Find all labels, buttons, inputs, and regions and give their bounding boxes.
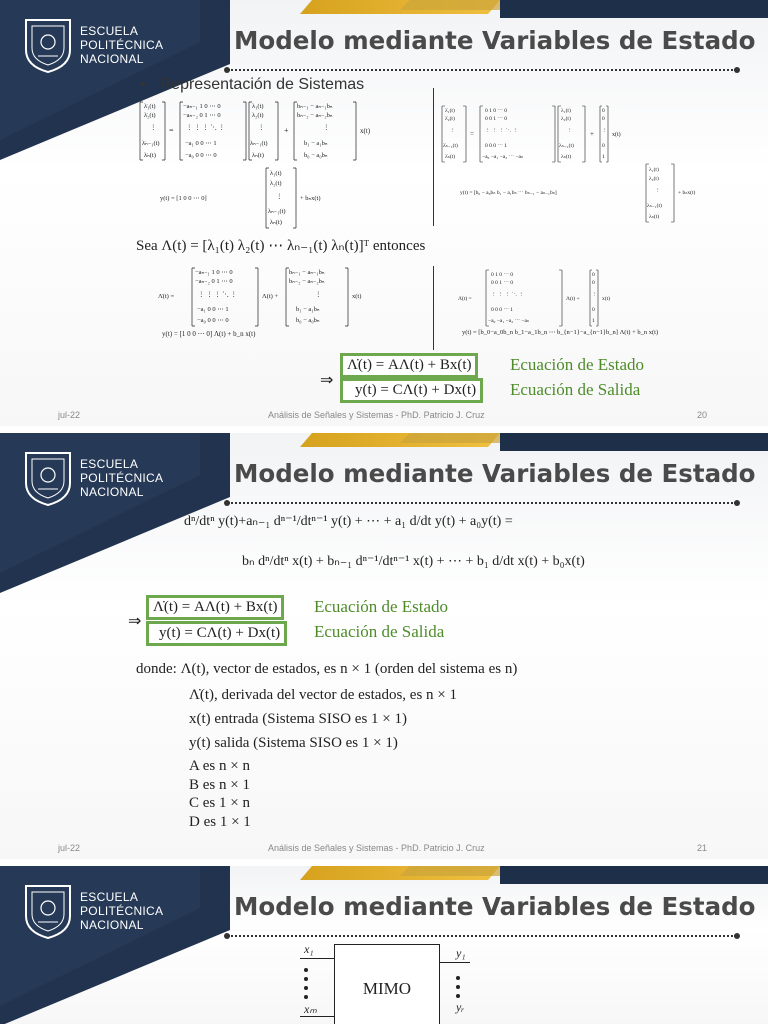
svg-text:⋮ ⋮ ⋮ ⋱ ⋮: ⋮ ⋮ ⋮ ⋱ ⋮ [491, 292, 524, 298]
svg-text:λ̇₁(t): λ̇₁(t) [445, 108, 455, 114]
definition-line: D es 1 × 1 [189, 814, 251, 830]
svg-text:λₙ(t): λₙ(t) [649, 214, 660, 220]
slide-20 [0, 0, 768, 426]
svg-text:b₀ − a₀bₙ: b₀ − a₀bₙ [296, 317, 320, 324]
svg-text:λ₂(t): λ₂(t) [649, 176, 659, 182]
footer-page-number: 20 [697, 410, 708, 420]
svg-text:λ̇₁(t): λ̇₁(t) [144, 103, 156, 110]
bullet-text: Representación de Sistemas [159, 76, 365, 93]
svg-text:Λ(t) +: Λ(t) + [566, 296, 580, 302]
svg-text:⋮: ⋮ [276, 193, 283, 200]
university-seal-logo [22, 16, 74, 74]
decor-navy-bar [500, 433, 768, 451]
matrix-equation-graphic [458, 268, 658, 328]
svg-text:0 0 1 ⋯ 0: 0 0 1 ⋯ 0 [491, 280, 513, 286]
svg-text:−aₙ₋₂ 0 1 ⋯ 0: −aₙ₋₂ 0 1 ⋯ 0 [183, 112, 221, 119]
output-equation-box: y(t) = CΛ(t) + Dx(t) [340, 378, 483, 403]
brand-line: POLITÉCNICA [80, 471, 164, 485]
svg-text:0 0 0 ⋯ 1: 0 0 0 ⋯ 1 [491, 307, 513, 313]
definition-line: y(t) salida (Sistema SISO es 1 × 1) [189, 735, 398, 751]
svg-text:λₙ₋₁(t): λₙ₋₁(t) [647, 203, 662, 209]
svg-text:−aₙ₋₁ 1 0 ⋯ 0: −aₙ₋₁ 1 0 ⋯ 0 [183, 103, 221, 110]
input-label-bottom: xₘ [304, 1002, 317, 1016]
mimo-label: MIMO [362, 979, 412, 998]
definition-line: donde: Λ(t), vector de estados, es n × 1 (orden del sistema es n) [136, 661, 518, 677]
matrix-equation-graphic [440, 104, 640, 164]
equation-left-top [138, 100, 430, 164]
svg-text:λ̇ₙ₋₁(t): λ̇ₙ₋₁(t) [443, 143, 458, 149]
definition-line: B es n × 1 [189, 777, 250, 793]
svg-text:bₙ₋₁ − aₙ₋₁bₙ: bₙ₋₁ − aₙ₋₁bₙ [297, 103, 333, 110]
equation-right-bottom [458, 268, 658, 333]
svg-text:0: 0 [592, 307, 595, 313]
svg-text:−a₀ −a₁ −a₂ ⋯ −aₙ: −a₀ −a₁ −a₂ ⋯ −aₙ [488, 318, 530, 324]
svg-text:−a₀ −a₁ −a₂ ⋯ −aₙ: −a₀ −a₁ −a₂ ⋯ −aₙ [482, 154, 524, 160]
svg-text:x(t): x(t) [612, 132, 621, 138]
svg-text:0: 0 [592, 280, 595, 286]
brand-line: ESCUELA [80, 24, 139, 38]
output-label-top: y₁ [456, 946, 466, 960]
footer-date: jul-22 [58, 843, 81, 853]
state-equation-label: Ecuación de Estado [314, 597, 449, 616]
brand-line: NACIONAL [80, 52, 144, 66]
equation-right-bottom-output: y(t) = [b_0−a_0b_n b_1−a_1b_n ⋯ b_{n−1}−a_{n−1}b_n] Λ(t) + b_n x(t) [462, 329, 659, 336]
svg-text:−a₀ 0 0 ⋯ 0: −a₀ 0 0 ⋯ 0 [197, 317, 229, 324]
svg-text:+ bₙx(t): + bₙx(t) [678, 190, 696, 196]
svg-text:y(t) = [1 0 0 ⋯ 0]: y(t) = [1 0 0 ⋯ 0] [160, 195, 207, 202]
output-equation-label: Ecuación de Salida [510, 380, 641, 399]
input-ellipsis [304, 968, 308, 1004]
svg-text:0 0 0 ⋯ 1: 0 0 0 ⋯ 1 [485, 143, 507, 149]
output-ellipsis [456, 976, 460, 1003]
svg-text:−a₀ 0 0 ⋯ 0: −a₀ 0 0 ⋯ 0 [185, 152, 217, 159]
svg-text:−aₙ₋₂ 0 1 ⋯ 0: −aₙ₋₂ 0 1 ⋯ 0 [195, 278, 233, 285]
svg-text:⋮: ⋮ [258, 124, 265, 131]
svg-text:1: 1 [592, 318, 595, 324]
ode-line-1: dⁿ/dtⁿ y(t)+aₙ₋₁ dⁿ⁻¹/dtⁿ⁻¹ y(t) + ⋯ + a₁ d/dt y(t) + a₀y(t) = [184, 514, 513, 529]
brand-line: ESCUELA [80, 457, 139, 471]
title-divider [228, 502, 736, 504]
state-equation-box: Λ̇(t) = AΛ(t) + Bx(t) [146, 595, 284, 620]
brand-line: ESCUELA [80, 890, 139, 904]
svg-text:λ₁(t): λ₁(t) [270, 170, 282, 177]
brand-line: NACIONAL [80, 918, 144, 932]
svg-text:+: + [284, 126, 289, 135]
svg-text:bₙ₋₁ − aₙ₋₁bₙ: bₙ₋₁ − aₙ₋₁bₙ [289, 269, 325, 276]
svg-text:λ₂(t): λ₂(t) [270, 180, 282, 187]
svg-text:=: = [470, 130, 474, 138]
matrix-equation-graphic [158, 266, 418, 330]
slide-title: Modelo mediante Variables de Estado [234, 892, 756, 921]
svg-text:0: 0 [602, 143, 605, 149]
svg-text:λₙ(t): λₙ(t) [561, 154, 572, 160]
column-divider [433, 266, 434, 350]
footer-course: Análisis de Señales y Sistemas - PhD. Patricio J. Cruz [268, 410, 485, 420]
svg-text:λₙ₋₁(t): λₙ₋₁(t) [268, 208, 286, 215]
svg-text:b₁ − a₁bₙ: b₁ − a₁bₙ [304, 140, 328, 147]
svg-text:+ bₙx(t): + bₙx(t) [300, 195, 321, 202]
svg-text:⋮: ⋮ [450, 128, 456, 134]
svg-text:−a₁ 0 0 ⋯ 1: −a₁ 0 0 ⋯ 1 [185, 140, 217, 147]
svg-text:λₙ₋₁(t): λₙ₋₁(t) [250, 140, 268, 147]
svg-text:λₙ₋₁(t): λₙ₋₁(t) [559, 143, 574, 149]
svg-text:−aₙ₋₁ 1 0 ⋯ 0: −aₙ₋₁ 1 0 ⋯ 0 [195, 269, 233, 276]
svg-text:0 1 0 ⋯ 0: 0 1 0 ⋯ 0 [485, 108, 507, 114]
svg-text:0: 0 [602, 108, 605, 114]
matrix-equation-graphic [160, 166, 400, 230]
slide-title: Modelo mediante Variables de Estado [234, 26, 756, 55]
svg-text:⋮ ⋮ ⋮ ⋱ ⋮: ⋮ ⋮ ⋮ ⋱ ⋮ [186, 124, 225, 131]
slide-22-partial [0, 866, 768, 1024]
svg-text:x(t): x(t) [602, 296, 610, 302]
svg-text:λ̇ₙ(t): λ̇ₙ(t) [144, 152, 156, 159]
brand-line: POLITÉCNICA [80, 38, 164, 52]
svg-text:0: 0 [592, 272, 595, 278]
matrix-equation-graphic [138, 100, 430, 162]
ode-line-2: bₙ dⁿ/dtⁿ x(t) + bₙ₋₁ dⁿ⁻¹/dtⁿ⁻¹ x(t) + ⋯ + b₁ d/dt x(t) + b₀x(t) [242, 554, 585, 569]
brand-line: NACIONAL [80, 485, 144, 499]
svg-text:λ̇ₙ₋₁(t): λ̇ₙ₋₁(t) [142, 140, 160, 147]
state-equation-box: Λ̇(t) = AΛ(t) + Bx(t) [340, 353, 478, 378]
title-divider [228, 935, 736, 937]
decor-navy-bar [500, 866, 768, 884]
svg-text:y(t) = [b₀ − a₀bₙ b₁ − a₁bₙ: y(t) = [b₀ − a₀bₙ b₁ − a₁bₙ ⋯ bₙ₋₁ − aₙ₋₁bₙ] [460, 190, 557, 196]
bullet-item: • Representación de Sistemas [140, 76, 365, 93]
svg-text:⋮ ⋮ ⋮ ⋱ ⋮: ⋮ ⋮ ⋮ ⋱ ⋮ [198, 291, 237, 298]
footer-page-number: 21 [697, 843, 708, 853]
implies-symbol: ⇒ [320, 372, 334, 389]
svg-text:⋮: ⋮ [323, 124, 330, 131]
footer-course: Análisis de Señales y Sistemas - PhD. Patricio J. Cruz [268, 843, 485, 853]
svg-text:1: 1 [602, 154, 605, 160]
state-vector-definition: Sea Λ(t) = [λ₁(t) λ₂(t) ⋯ λₙ₋₁(t) λₙ(t)]ᵀ entonces [136, 238, 426, 254]
brand-name [80, 24, 163, 66]
svg-text:⋮: ⋮ [602, 128, 608, 134]
svg-text:x(t): x(t) [360, 127, 371, 135]
svg-text:λₙ(t): λₙ(t) [270, 219, 282, 226]
slide-21 [0, 433, 768, 859]
mimo-system-block [334, 944, 440, 1024]
svg-text:Λ̇(t) =: Λ̇(t) = [158, 293, 175, 300]
input-label-top: x₁ [304, 942, 314, 956]
decor-navy-bar [500, 0, 768, 18]
svg-text:0: 0 [602, 116, 605, 122]
svg-text:−a₁ 0 0 ⋯ 1: −a₁ 0 0 ⋯ 1 [197, 306, 229, 313]
slide-title: Modelo mediante Variables de Estado [234, 459, 756, 488]
svg-text:⋮: ⋮ [315, 291, 322, 298]
svg-text:λ̇₂(t): λ̇₂(t) [445, 116, 455, 122]
svg-text:b₀ − a₀bₙ: b₀ − a₀bₙ [304, 152, 328, 159]
brand-line: POLITÉCNICA [80, 904, 164, 918]
university-seal-logo [22, 882, 74, 940]
output-equation-label: Ecuación de Salida [314, 622, 445, 641]
footer-date: jul-22 [58, 410, 81, 420]
state-equation-label: Ecuación de Estado [510, 355, 645, 374]
brand-name [80, 457, 163, 499]
svg-text:⋮: ⋮ [655, 188, 661, 194]
svg-text:bₙ₋₂ − aₙ₋₂bₙ: bₙ₋₂ − aₙ₋₂bₙ [297, 112, 333, 119]
input-arrow [300, 958, 334, 959]
equation-right-top [440, 104, 640, 169]
university-seal-logo [22, 449, 74, 507]
svg-text:0 0 1 ⋯ 0: 0 0 1 ⋯ 0 [485, 116, 507, 122]
svg-text:⋮: ⋮ [567, 128, 573, 134]
svg-text:⋮: ⋮ [592, 292, 598, 298]
equation-left-bottom [158, 266, 418, 335]
equation-left-top-output [160, 166, 400, 235]
output-label-bottom: yᵣ [456, 1000, 465, 1014]
output-equation-box: y(t) = CΛ(t) + Dx(t) [146, 621, 287, 646]
svg-text:Λ(t) +: Λ(t) + [262, 293, 279, 300]
svg-text:x(t): x(t) [352, 293, 362, 300]
svg-text:λₙ(t): λₙ(t) [252, 152, 264, 159]
svg-text:λ₂(t): λ₂(t) [561, 116, 571, 122]
svg-text:λ̇₂(t): λ̇₂(t) [144, 112, 156, 119]
output-arrow [440, 962, 470, 963]
definition-line: x(t) entrada (Sistema SISO es 1 × 1) [189, 711, 407, 727]
svg-text:+: + [590, 130, 594, 138]
svg-text:λ₂(t): λ₂(t) [252, 112, 264, 119]
matrix-equation-graphic [460, 162, 720, 224]
column-divider [433, 88, 434, 226]
title-divider [228, 69, 736, 71]
svg-text:⋮ ⋮ ⋮ ⋱ ⋮: ⋮ ⋮ ⋮ ⋱ ⋮ [485, 128, 518, 134]
svg-text:λ₁(t): λ₁(t) [252, 103, 264, 110]
definition-line: C es 1 × n [189, 795, 250, 811]
definition-line: A es n × n [189, 758, 250, 774]
svg-text:b₁ − a₁bₙ: b₁ − a₁bₙ [296, 306, 320, 313]
equation-right-top-output [460, 162, 720, 229]
svg-text:λ̇ₙ(t): λ̇ₙ(t) [445, 154, 456, 160]
brand-name [80, 890, 163, 932]
svg-text:Λ̇(t) =: Λ̇(t) = [458, 296, 472, 302]
svg-text:bₙ₋₂ − aₙ₋₂bₙ: bₙ₋₂ − aₙ₋₂bₙ [289, 278, 325, 285]
svg-text:=: = [169, 126, 174, 135]
svg-text:λ₁(t): λ₁(t) [561, 108, 571, 114]
input-arrow [300, 1016, 334, 1017]
equation-left-bottom-output: y(t) = [1 0 0 ⋯ 0] Λ(t) + b_n x(t) [162, 330, 256, 338]
svg-text:⋮: ⋮ [150, 124, 157, 131]
svg-text:λ₁(t): λ₁(t) [649, 167, 659, 173]
svg-text:0 1 0 ⋯ 0: 0 1 0 ⋯ 0 [491, 272, 513, 278]
implies-symbol: ⇒ [128, 613, 142, 630]
definition-line: Λ̇(t), derivada del vector de estados, es n × 1 [189, 687, 457, 703]
